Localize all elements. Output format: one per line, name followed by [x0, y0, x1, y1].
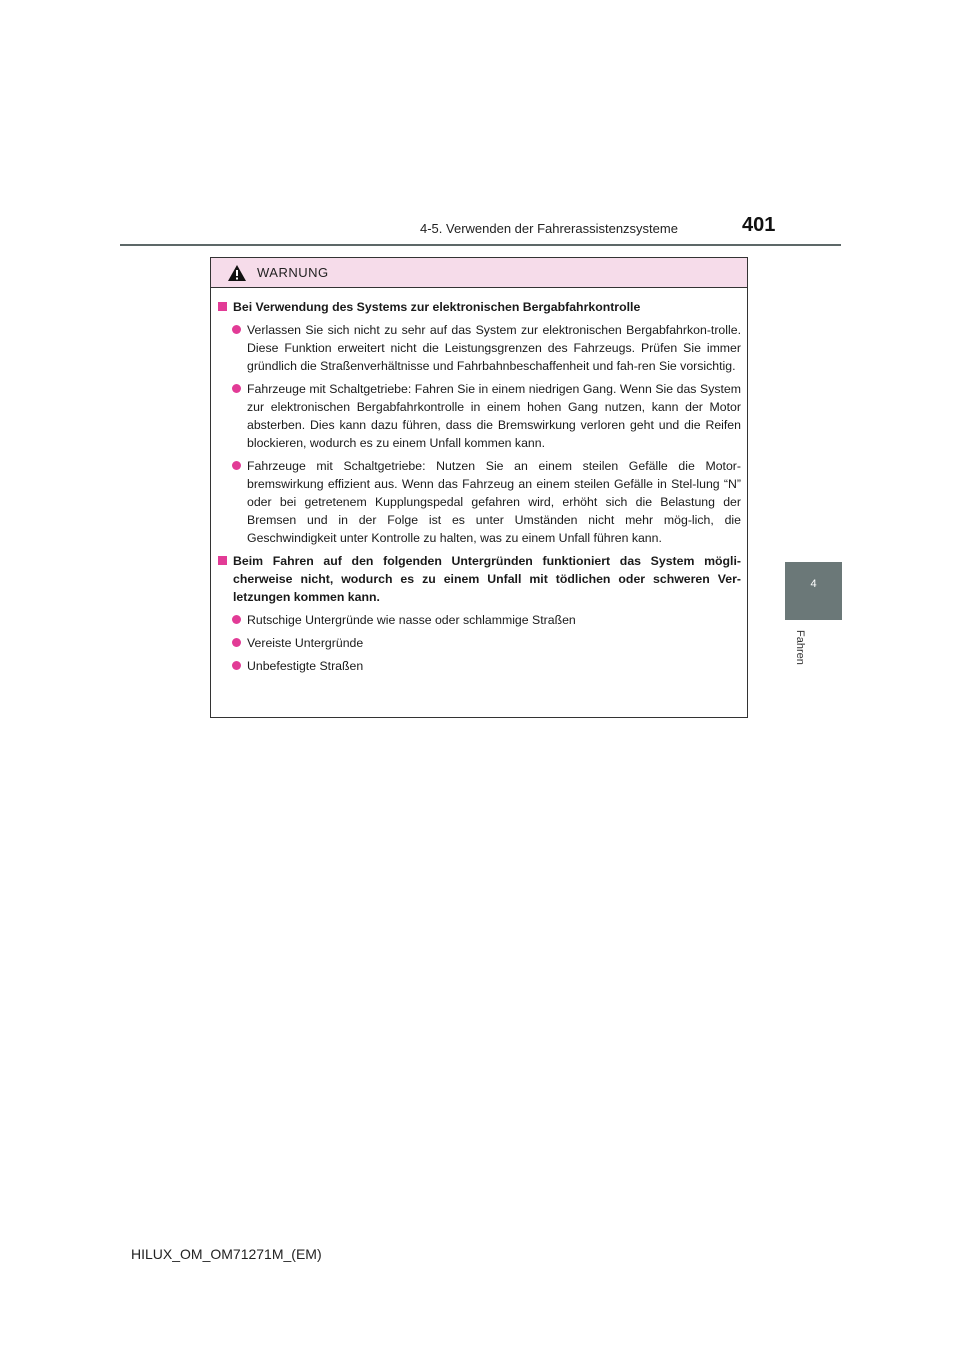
document-code: HILUX_OM_OM71271M_(EM): [131, 1246, 322, 1262]
header-divider: [120, 244, 841, 246]
warning-body: [211, 288, 747, 675]
chapter-number: 4: [810, 578, 817, 590]
list-item: Unbefestigte Straßen: [217, 657, 741, 675]
square-bullet-icon: [218, 556, 227, 565]
list-item: Fahrzeuge mit Schaltgetriebe: Nutzen Sie an einem steilen Gefälle die Motor-bremswirkung effizient aus. Wenn das Fahrzeug an einem steilen Gefälle in Stel-lung “N” oder bei getretenem Kupplungspedal gefahren wird, erhöht sich die Belastung der Bremsen und in der Folge ist es unter Umständen nicht mehr mög-lich, die Geschwindigkeit unter Kontrolle zu halten, was zu einem Unfall führen kann.: [217, 457, 741, 547]
round-bullet-icon: [232, 461, 241, 470]
warning-triangle-icon: [227, 264, 247, 282]
list-item: Rutschige Untergründe wie nasse oder schlammige Straßen: [217, 611, 741, 629]
warning-box: [210, 257, 748, 718]
chapter-tab: [785, 562, 842, 620]
round-bullet-icon: [232, 661, 241, 670]
list-item: Verlassen Sie sich nicht zu sehr auf das System zur elektronischen Bergabfahrkon-trolle. Diese Funktion erweitert nicht die Leistungsgrenzen des Fahrzeugs. Prüfen Sie immer gründlich die Straßenverhältnisse und Fahrbahnbeschaffenheit und fah-ren Sie vorsichtig.: [217, 321, 741, 375]
page-number: 401: [742, 214, 776, 236]
warning-header: [211, 258, 747, 288]
list-item: Vereiste Untergründe: [217, 634, 741, 652]
list-item: Fahrzeuge mit Schaltgetriebe: Fahren Sie in einem niedrigen Gang. Wenn Sie das System zur elektronischen Bergabfahrkontrolle in einem hohen Gang nutzen, kann der Motor absterben. Dies kann dazu führen, dass die Bremswirkung verloren geht und die Reifen blockieren, wodurch es zu einem Unfall kommen kann.: [217, 380, 741, 452]
square-bullet-icon: [218, 302, 227, 311]
chapter-label: Fahren: [794, 630, 806, 665]
round-bullet-icon: [232, 638, 241, 647]
round-bullet-icon: [232, 384, 241, 393]
round-bullet-icon: [232, 615, 241, 624]
section-title: 4-5. Verwenden der Fahrerassistenzsysteme: [420, 221, 678, 236]
section-heading: Bei Verwendung des Systems zur elektronischen Bergabfahrkontrolle: [217, 298, 741, 316]
warning-title: WARNUNG: [257, 265, 329, 280]
round-bullet-icon: [232, 325, 241, 334]
section-heading: Beim Fahren auf den folgenden Untergründen funktioniert das System mögli-cherweise nicht, wodurch es zu einem Unfall mit tödlichen oder schweren Ver-letzungen kommen kann.: [217, 552, 741, 606]
